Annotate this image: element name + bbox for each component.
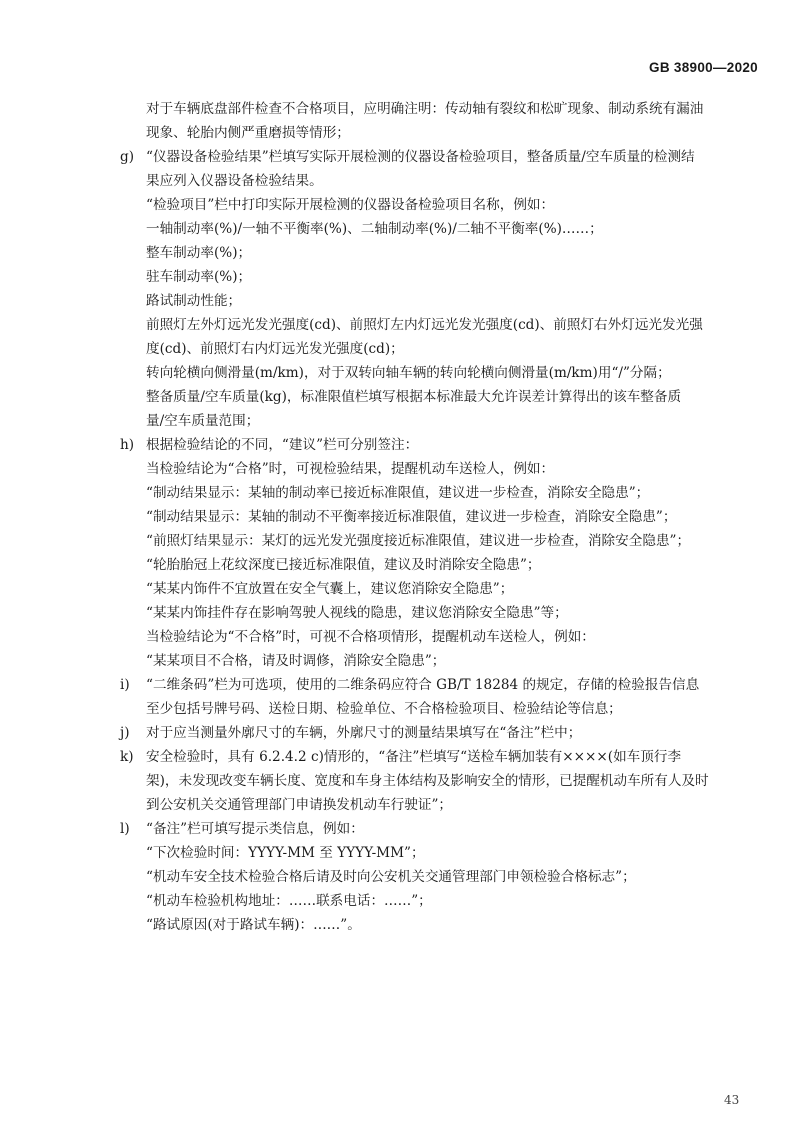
text-line: “制动结果显示：某轴的制动率已接近标准限值，建议进一步检查，消除安全隐患”； <box>146 485 650 501</box>
list-label: l) <box>120 821 130 837</box>
text-line: 当检验结论为“不合格”时，可视不合格项情形，提醒机动车送检人，例如： <box>146 629 595 645</box>
text-line: 整车制动率(%)； <box>146 245 252 261</box>
text-line: “备注”栏可填写提示类信息，例如： <box>146 821 364 837</box>
text-line: “机动车检验机构地址：……联系电话：……”； <box>146 893 432 909</box>
text-line: “某某内饰件不宜放置在安全气囊上，建议您消除安全隐患”； <box>146 581 514 597</box>
text-line: “下次检验时间：YYYY-MM 至 YYYY-MM”； <box>146 845 425 861</box>
text-line: 当检验结论为“合格”时，可视检验结果，提醒机动车送检人，例如： <box>146 461 555 477</box>
text-line: 安全检验时，具有 6.2.4.2 c)情形的，“备注”栏填写“送检车辆加装有××××(如车顶行李 <box>146 749 682 765</box>
page-number: 43 <box>724 1093 740 1107</box>
text-line: “二维条码”栏为可选项，使用的二维条码应符合 GB/T 18284 的规定，存储的检验报告信息 <box>146 677 700 693</box>
list-label: g) <box>120 149 135 165</box>
text-line: 到公安机关交通管理部门申请换发机动车行驶证”； <box>146 797 453 813</box>
text-line: 对于车辆底盘部件检查不合格项目，应明确注明：传动轴有裂纹和松旷现象、制动系统有漏油 <box>146 101 704 117</box>
text-line: 架)，未发现改变车辆长度、宽度和车身主体结构及影响安全的情形，已提醒机动车所有人及时 <box>146 773 709 789</box>
text-line: 量/空车质量范围； <box>146 413 260 429</box>
text-line: “前照灯结果显示：某灯的远光发光强度接近标准限值，建议进一步检查，消除安全隐患”； <box>146 533 691 549</box>
text-line: “检验项目”栏中打印实际开展检测的仪器设备检验项目名称，例如： <box>146 197 555 213</box>
standard-code: GB 38900—2020 <box>649 60 758 75</box>
text-line: “某某项目不合格，请及时调修，消除安全隐患”； <box>146 653 446 669</box>
text-line: “制动结果显示：某轴的制动不平衡率接近标准限值，建议进一步检查，消除安全隐患”； <box>146 509 677 525</box>
text-line: 至少包括号牌号码、送检日期、检验单位、不合格检验项目、检验结论等信息； <box>146 701 622 717</box>
text-line: “某某内饰挂件存在影响驾驶人视线的隐患，建议您消除安全隐患”等； <box>146 605 568 621</box>
list-label: h) <box>120 437 135 453</box>
list-item-k <box>120 745 681 769</box>
text-line: “轮胎胎冠上花纹深度已接近标准限值，建议及时消除安全隐患”； <box>146 557 541 573</box>
list-label: k) <box>120 749 134 765</box>
text-line: 整备质量/空车质量(kg)，标准限值栏填写根据本标准最大允许误差计算得出的该车整备质 <box>146 389 682 405</box>
text-line: “仪器设备检验结果”栏填写实际开展检测的仪器设备检验项目，整备质量/空车质量的检测结 <box>146 149 695 165</box>
text-line: “机动车安全技术检验合格后请及时向公安机关交通管理部门申领检验合格标志”； <box>146 869 636 885</box>
list-item-l <box>120 817 364 841</box>
text-line: 一轴制动率(%)/一轴不平衡率(%)、二轴制动率(%)/二轴不平衡率(%)……； <box>146 221 603 237</box>
text-line: “路试原因(对于路试车辆)：……”。 <box>146 917 361 933</box>
list-item-h <box>120 433 418 457</box>
text-line: 驻车制动率(%)； <box>146 269 252 285</box>
list-item-i <box>120 673 699 697</box>
text-line: 前照灯左外灯远光发光强度(cd)、前照灯左内灯远光发光强度(cd)、前照灯右外灯远光发光强 <box>146 317 703 333</box>
list-label: j) <box>120 725 130 741</box>
text-line: 根据检验结论的不同，“建议”栏可分别签注： <box>146 437 419 453</box>
text-line: 现象、轮胎内侧严重磨损等情形； <box>146 125 350 141</box>
text-line: 路试制动性能； <box>146 293 242 309</box>
text-line: 果应列入仪器设备检验结果。 <box>146 173 323 189</box>
list-item-j <box>120 721 581 745</box>
text-line: 对于应当测量外廓尺寸的车辆，外廓尺寸的测量结果填写在“备注”栏中； <box>146 725 582 741</box>
list-item-g <box>120 145 695 169</box>
text-line: 度(cd)、前照灯右内灯远光发光强度(cd)； <box>146 341 404 357</box>
list-label: i) <box>120 677 130 693</box>
text-line: 转向轮横向侧滑量(m/km)，对于双转向轴车辆的转向轮横向侧滑量(m/km)用“/”分隔； <box>146 365 671 381</box>
